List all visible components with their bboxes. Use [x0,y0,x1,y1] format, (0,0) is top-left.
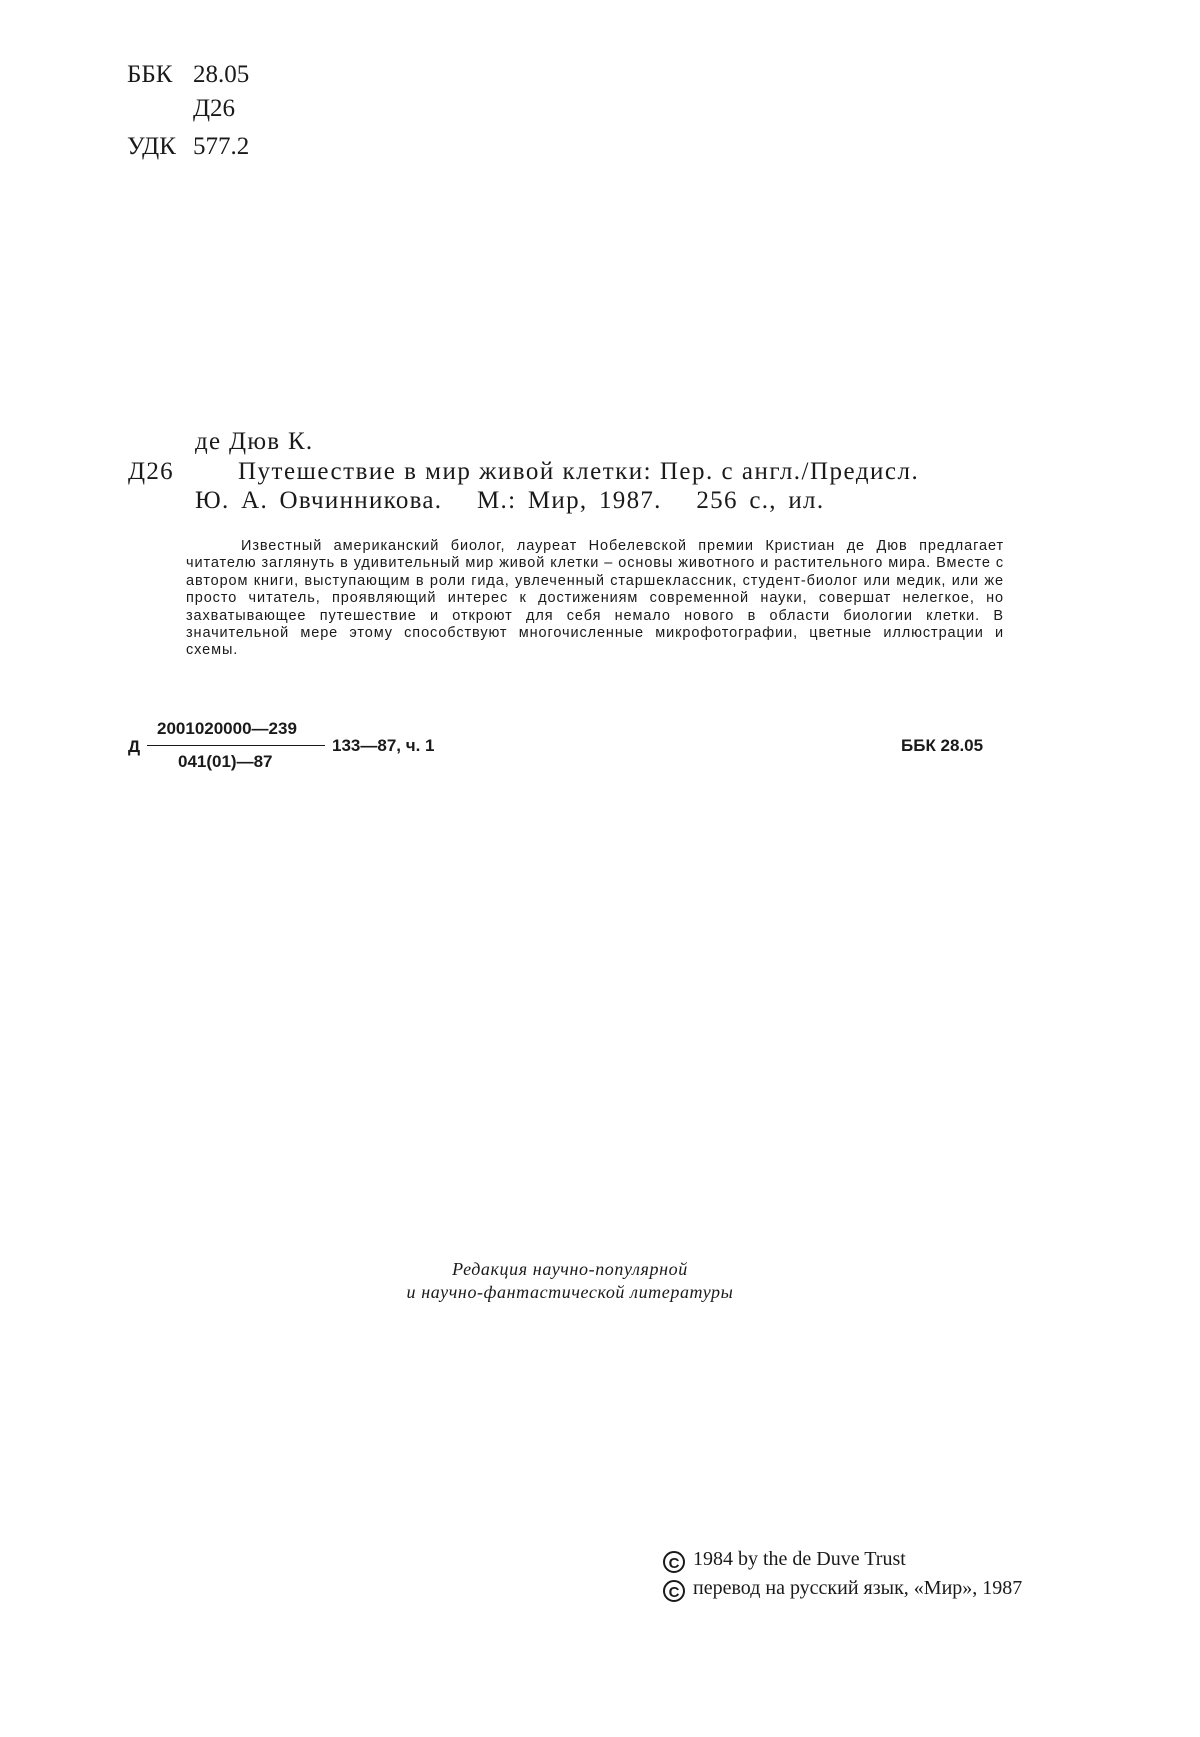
udk-line [127,130,249,164]
copyright-text-1: 1984 by the de Duve Trust [693,1548,906,1570]
bbk-code: 28.05 [193,61,250,88]
record-imprint: Ю. А. Овчинникова. М.: Мир, 1987. 256 с., ил. [195,487,825,514]
copyright-line-1 [663,1545,906,1573]
udk-code: 577.2 [193,133,250,160]
copyright-line-2 [663,1574,1022,1602]
copyright-text-2: перевод на русский язык, «Мир», 1987 [693,1577,1023,1599]
bbk-label: ББК [127,61,173,88]
bbk-line [127,58,249,92]
author-mark-top: Д26 [193,95,236,122]
copyright-icon: C [663,1580,685,1602]
copyright-icon: C [663,1551,685,1573]
record-author: де Дюв К. [195,428,314,455]
record-mark: Д26 [128,458,174,485]
editorial-line-2: и научно-фантастической литературы [406,1282,734,1302]
udk-label: УДК [127,133,176,160]
index-suffix: 133—87, ч. 1 [332,736,435,755]
annotation: Известный американский биолог, лауреат Нобелевской премии Кристиан де Дюв предлагает читателю заглянуть в удивительный мир живой клетки – основы животного и растительного мира. Вместе с автором книги, выступающим в роли гида, увлеченный старшеклассник, студент-биолог или медик, или же просто читатель, проявляющий интерес к достижениям современной науки, совершат нелегкое, но захватывающее путешествие и откроют для себя немало нового в области биологии клетки. В значительной мере этому способствуют многочисленные микрофотографии, цветные иллюстрации и схемы. [186,538,1004,659]
index-numerator: 2001020000—239 [157,719,297,738]
index-prefix: Д [128,737,141,756]
editorial-line-1: Редакция научно-популярной [452,1259,688,1279]
fraction-line [147,745,325,746]
index-bbk: ББК 28.05 [901,736,984,755]
record-title: Путешествие в мир живой клетки: Пер. с англ./Предисл. [238,458,920,485]
index-denominator: 041(01)—87 [178,752,273,771]
